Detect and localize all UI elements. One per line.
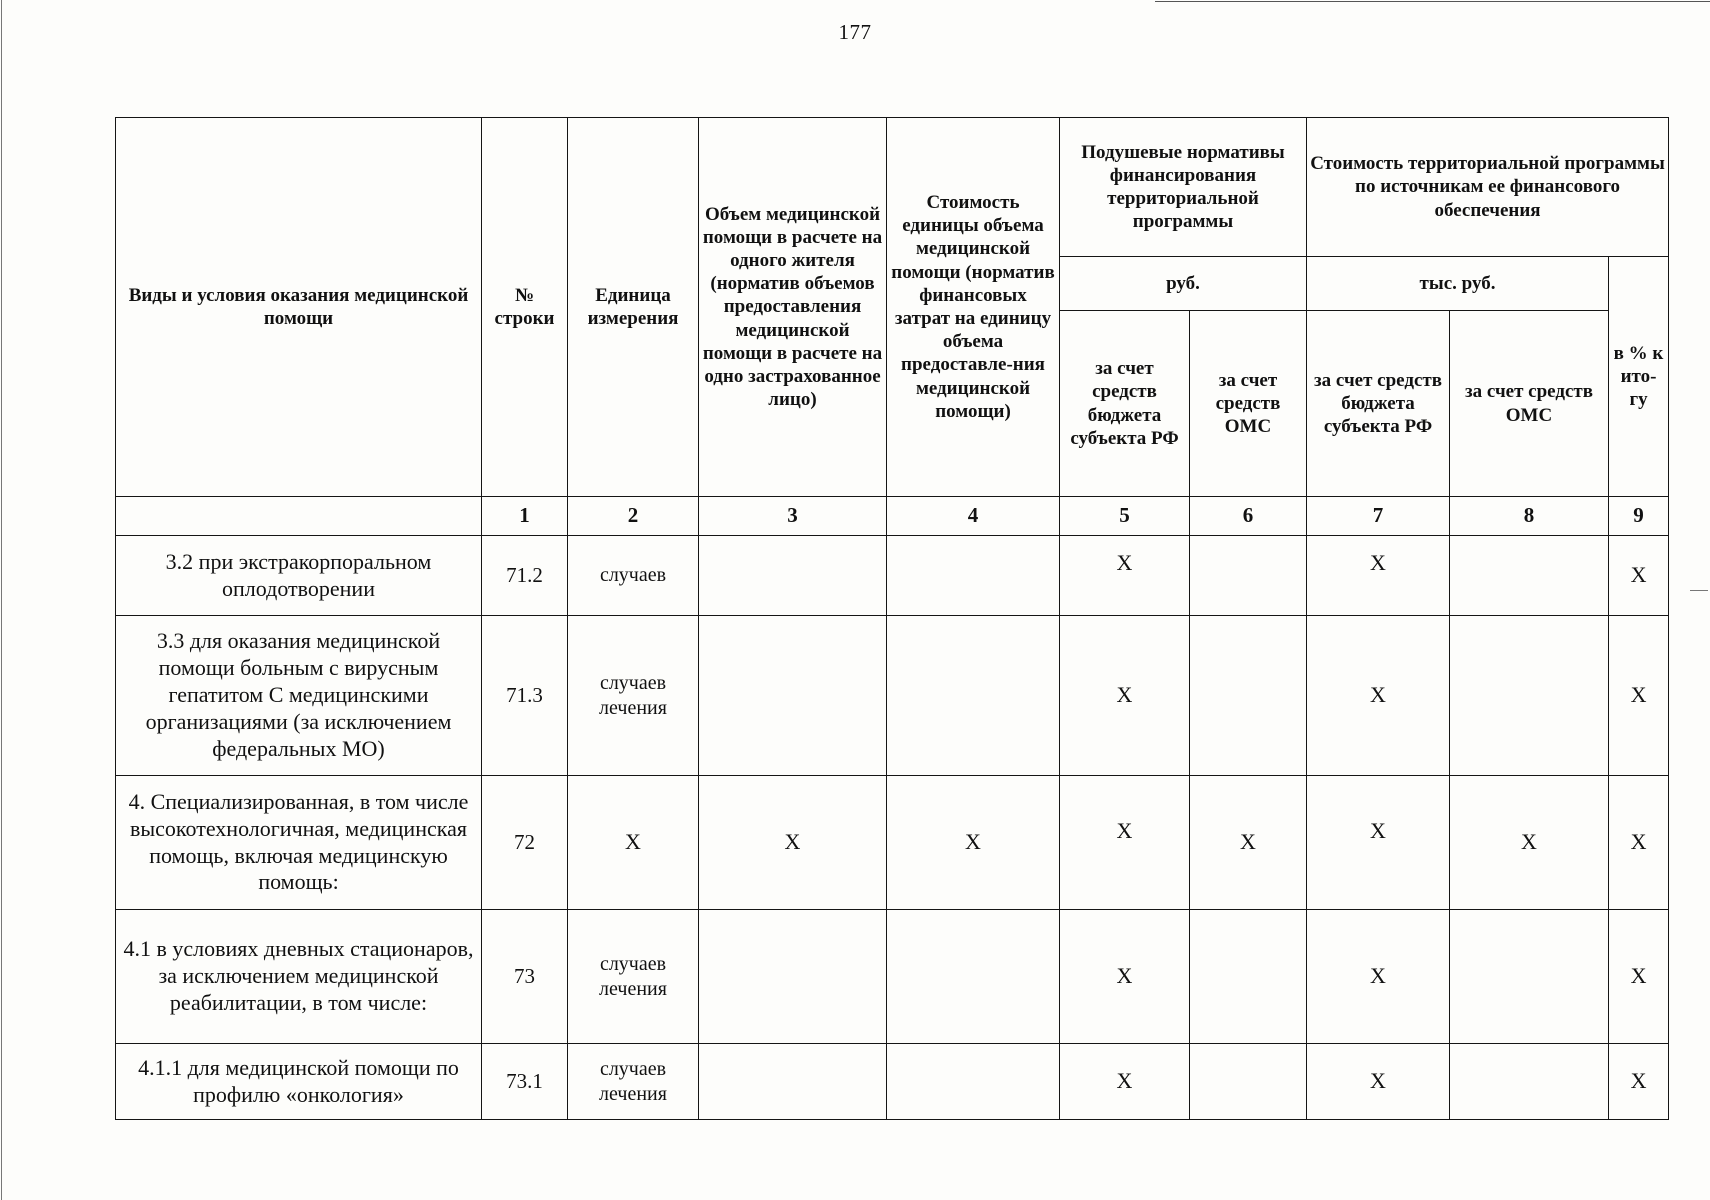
header-per-capita: Подушевые нормативы финансирования территориальной программы: [1060, 118, 1307, 257]
column-number: 4: [887, 497, 1060, 536]
header-unit: Единица измерения: [568, 118, 699, 497]
cell-oms-rub: [1190, 1044, 1307, 1120]
cell-unit-cost: Х: [887, 776, 1060, 910]
row-kind: 3.3 для оказания медицинской помощи больным с вирусным гепатитом С медицинскими организациями (за исключением федеральных МО): [116, 616, 482, 776]
column-number: 2: [568, 497, 699, 536]
row-kind: 4. Специализированная, в том числе высокотехнологичная, медицинская помощь, включая медицинскую помощь:: [116, 776, 482, 910]
cell-budget-rub: Х: [1060, 1044, 1190, 1120]
cell-volume: Х: [699, 776, 887, 910]
cell-unit-cost: [887, 536, 1060, 616]
cell-percent: Х: [1609, 616, 1669, 776]
row-unit: случаев лечения: [568, 616, 699, 776]
row-number: 72: [482, 776, 568, 910]
header-kind: Виды и условия оказания медицинской помощи: [116, 118, 482, 497]
cell-budget-thousand: Х: [1307, 910, 1450, 1044]
row-unit: случаев лечения: [568, 910, 699, 1044]
table-row: [116, 910, 1669, 1044]
cell-budget-rub: Х: [1060, 616, 1190, 776]
cell-oms-thousand: [1450, 1044, 1609, 1120]
cell-oms-rub: [1190, 616, 1307, 776]
cell-budget-rub: Х: [1060, 910, 1190, 1044]
header-rub: руб.: [1060, 257, 1307, 311]
table-row: [116, 776, 1669, 910]
column-number: 7: [1307, 497, 1450, 536]
cell-percent: Х: [1609, 536, 1669, 616]
row-number: 71.3: [482, 616, 568, 776]
header-program-cost: Стоимость территориальной программы по источникам ее финансового обеспечения: [1307, 118, 1669, 257]
row-unit: Х: [568, 776, 699, 910]
cell-oms-thousand: [1450, 616, 1609, 776]
page-number: 177: [838, 20, 872, 44]
table-row: [116, 616, 1669, 776]
column-number: 8: [1450, 497, 1609, 536]
cell-volume: [699, 1044, 887, 1120]
top-rule: [1155, 1, 1710, 2]
header-row-no: № строки: [482, 118, 568, 497]
row-number: 73: [482, 910, 568, 1044]
header-unit-cost: Стоимость единицы объема медицинской помощи (норматив финансовых затрат на единицу объема предоставле-ния медицинской помощи): [887, 118, 1060, 497]
cell-volume: [699, 536, 887, 616]
cell-oms-thousand: [1450, 536, 1609, 616]
cell-oms-thousand: [1450, 910, 1609, 1044]
page-left-edge: [1, 0, 2, 1200]
header-oms: за счет средств ОМС: [1190, 311, 1307, 497]
row-kind: 4.1.1 для медицинской помощи по профилю «онкология»: [116, 1044, 482, 1120]
header-volume: Объем медицинской помощи в расчете на одного жителя (норматив объемов предоставления медицинской помощи в расчете на одно застрахованное лицо): [699, 118, 887, 497]
header-row-1: [116, 118, 1669, 257]
column-number: 3: [699, 497, 887, 536]
row-number: 71.2: [482, 536, 568, 616]
row-unit: случаев: [568, 536, 699, 616]
cell-budget-rub: Х: [1060, 536, 1190, 616]
cell-oms-rub: Х: [1190, 776, 1307, 910]
row-number: 73.1: [482, 1044, 568, 1120]
cell-oms-thousand: Х: [1450, 776, 1609, 910]
cell-percent: Х: [1609, 1044, 1669, 1120]
header-oms-2: за счет средств ОМС: [1450, 311, 1609, 497]
cell-budget-thousand: Х: [1307, 1044, 1450, 1120]
table-row: [116, 1044, 1669, 1120]
header-budget-rf-2: за счет средств бюджета субъекта РФ: [1307, 311, 1450, 497]
column-numbers-row: [116, 497, 1669, 536]
cell-budget-rub: Х: [1060, 776, 1190, 910]
header-percent: в % к ито-гу: [1609, 257, 1669, 497]
cell-volume: [699, 910, 887, 1044]
cell-volume: [699, 616, 887, 776]
cell-budget-thousand: Х: [1307, 616, 1450, 776]
cell-unit-cost: [887, 616, 1060, 776]
cell-unit-cost: [887, 910, 1060, 1044]
financing-table: [115, 117, 1669, 1120]
cell-percent: Х: [1609, 910, 1669, 1044]
column-number: 6: [1190, 497, 1307, 536]
row-kind: 3.2 при экстракорпоральном оплодотворении: [116, 536, 482, 616]
cell-oms-rub: [1190, 910, 1307, 1044]
column-number-blank: [116, 497, 482, 536]
column-number: 1: [482, 497, 568, 536]
row-unit: случаев лечения: [568, 1044, 699, 1120]
table-row: [116, 536, 1669, 616]
cell-budget-thousand: Х: [1307, 776, 1450, 910]
cell-budget-thousand: Х: [1307, 536, 1450, 616]
margin-mark: [1690, 590, 1708, 591]
header-budget-rf: за счет средств бюджета субъекта РФ: [1060, 311, 1190, 497]
cell-oms-rub: [1190, 536, 1307, 616]
header-thousand-rub: тыс. руб.: [1307, 257, 1609, 311]
column-number: 9: [1609, 497, 1669, 536]
cell-percent: Х: [1609, 776, 1669, 910]
row-kind: 4.1 в условиях дневных стационаров, за исключением медицинской реабилитации, в том числе:: [116, 910, 482, 1044]
cell-unit-cost: [887, 1044, 1060, 1120]
column-number: 5: [1060, 497, 1190, 536]
